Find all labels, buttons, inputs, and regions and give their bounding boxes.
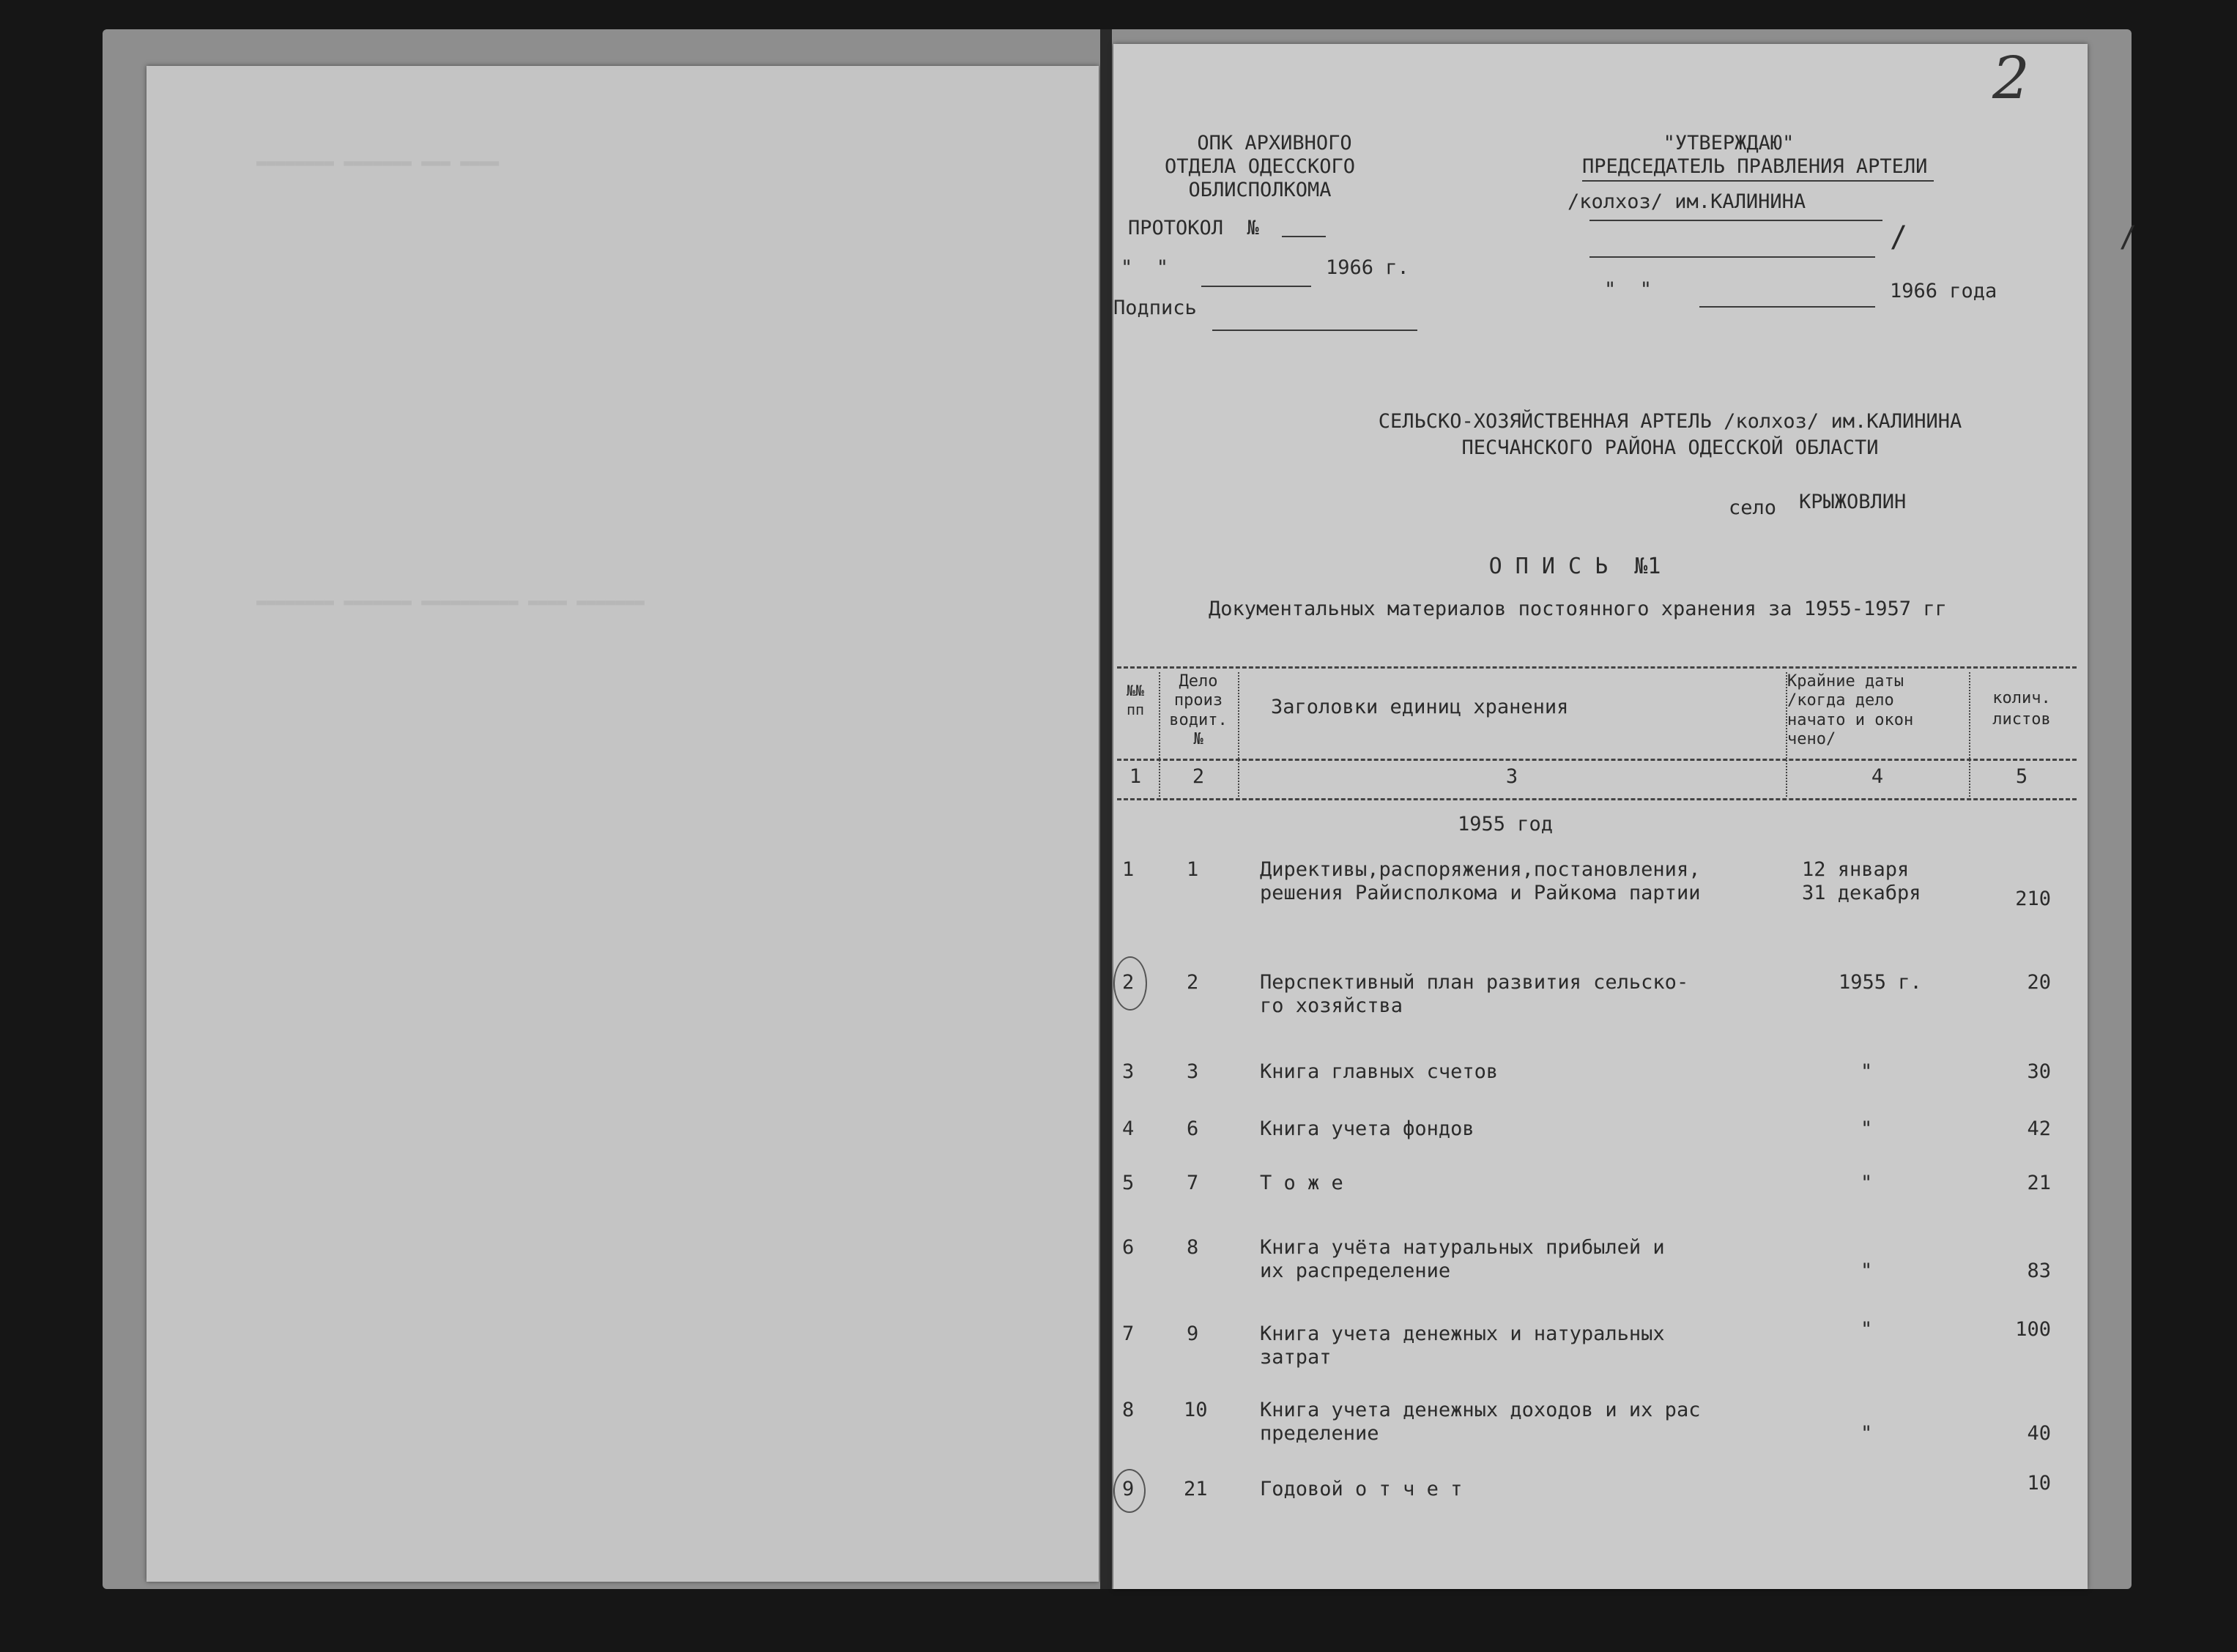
row-title: Перспективный план развития сельско- го хозяйства: [1260, 971, 1689, 1018]
row-delo: 1: [1187, 858, 1199, 881]
row-number: 3: [1122, 1060, 1135, 1083]
row-delo: 2: [1187, 971, 1199, 994]
row-title: Книга учета фондов: [1260, 1117, 1474, 1140]
page-number-handwritten: 2: [1992, 44, 2030, 112]
row-dates: 1955 г.: [1839, 971, 1922, 994]
header-col-4: Крайние даты /когда дело начато и окон чено/: [1787, 672, 1914, 749]
archive-line-3: ОБЛИСПОЛКОМА: [1188, 179, 1332, 201]
row-title: Т о ж е: [1260, 1172, 1343, 1194]
header-col-5: колич. листов: [1992, 689, 2051, 729]
kolkhoz-label: /колхоз/ им.КАЛИНИНА: [1568, 190, 1806, 213]
bleed-through-text: ▬▬▬▬▬▬▬ ▬▬▬▬ ▬▬▬▬▬▬▬▬▬▬ ▬▬▬▬▬▬▬ ▬▬▬▬▬▬▬▬: [256, 593, 645, 611]
right-page: [1113, 44, 2137, 1589]
row-title: Книга учёта натуральных прибылей и их распределение: [1260, 1236, 1665, 1283]
col-number-2: 2: [1192, 765, 1205, 788]
col-number-5: 5: [2015, 765, 2028, 788]
opis-heading: О П И С Ь №1: [1488, 554, 1661, 579]
left-page: [146, 66, 1099, 1582]
row-dates: ": [1861, 1318, 1873, 1341]
row-sheets: 100: [2015, 1318, 2051, 1341]
row-dates: 12 января 31 декабря: [1802, 858, 1921, 905]
right-date-year: 1966 года: [1890, 280, 1997, 302]
opis-subtitle: Документальных материалов постоянного хранения за 1955-1957 гг: [1209, 598, 1947, 620]
row-delo: 3: [1187, 1060, 1199, 1083]
right-date-line: [1699, 306, 1875, 308]
right-date-quotes: " ": [1604, 278, 1652, 301]
row-number: 8: [1122, 1399, 1135, 1421]
village-name: КРЫЖОВЛИН: [1799, 491, 1907, 513]
table-columns-rule: [1117, 798, 2077, 800]
col-number-3: 3: [1505, 765, 1518, 788]
left-date-line: [1201, 286, 1311, 287]
protocol-number-line: [1282, 236, 1326, 237]
year-heading: 1955 год: [1458, 813, 1554, 836]
row-title: Книга учета денежных доходов и их рас пределение: [1260, 1399, 1701, 1446]
book-spine: [1100, 29, 1112, 1589]
row-delo: 7: [1187, 1172, 1199, 1194]
row-number: 5: [1122, 1172, 1135, 1194]
row-sheets: 210: [2015, 888, 2051, 910]
row-number: 2: [1122, 971, 1135, 994]
table-top-rule: [1117, 666, 2077, 669]
approve-label: "УТВЕРЖДАЮ": [1663, 132, 1795, 155]
village-label: село: [1729, 496, 1777, 519]
table-header-rule: [1117, 759, 2077, 761]
row-sheets: 30: [2027, 1060, 2051, 1083]
row-title: Книга главных счетов: [1260, 1060, 1499, 1083]
col-number-4: 4: [1871, 765, 1884, 788]
header-col-2: Дело произ водит. №: [1169, 672, 1228, 749]
row-dates: ": [1861, 1260, 1873, 1282]
row-title: Годовой о т ч е т: [1260, 1478, 1463, 1500]
row-number: 1: [1122, 858, 1135, 881]
row-dates: ": [1861, 1117, 1873, 1140]
left-date-quotes: " ": [1121, 256, 1169, 279]
row-title: Директивы,распоряжения,постановления, решения Райисполкома и Райкома партии: [1260, 858, 1701, 905]
row-delo: 8: [1187, 1236, 1199, 1259]
signature-line: [1212, 330, 1417, 331]
row-number: 6: [1122, 1236, 1135, 1259]
signature-label: Подпись: [1113, 297, 1197, 319]
row-number: 9: [1122, 1478, 1135, 1500]
row-delo: 21: [1184, 1478, 1208, 1500]
row-sheets: 20: [2027, 971, 2051, 994]
archive-line-1: ОПК АРХИВНОГО: [1197, 132, 1352, 155]
district-title: ПЕСЧАНСКОГО РАЙОНА ОДЕССКОЙ ОБЛАСТИ: [1461, 436, 1879, 459]
col-number-1: 1: [1129, 765, 1142, 788]
approver-slashes: / /: [1890, 220, 2137, 254]
row-dates: ": [1861, 1060, 1873, 1083]
row-sheets: 42: [2027, 1117, 2051, 1140]
row-number: 7: [1122, 1322, 1135, 1345]
chairman-label: ПРЕДСЕДАТЕЛЬ ПРАВЛЕНИЯ АРТЕЛИ: [1582, 155, 1928, 178]
row-title: Книга учета денежных и натуральных затрат: [1260, 1322, 1665, 1369]
bleed-through-text: ▬▬▬▬ ▬▬▬ ▬▬▬▬▬▬▬ ▬▬▬▬▬▬▬▬: [256, 154, 500, 172]
chairman-underline: [1582, 180, 1934, 182]
row-delo: 10: [1184, 1399, 1208, 1421]
left-date-year: 1966 г.: [1326, 256, 1409, 279]
row-sheets: 40: [2027, 1422, 2051, 1445]
approver-name-line: [1589, 220, 1882, 221]
row-sheets: 83: [2027, 1260, 2051, 1282]
protocol-label: ПРОТОКОЛ №: [1128, 217, 1259, 239]
row-sheets: 21: [2027, 1172, 2051, 1194]
row-delo: 6: [1187, 1117, 1199, 1140]
row-dates: ": [1861, 1172, 1873, 1194]
row-delo: 9: [1187, 1322, 1199, 1345]
archive-line-2: ОТДЕЛА ОДЕССКОГО: [1164, 155, 1356, 178]
row-sheets: 10: [2027, 1472, 2051, 1495]
row-dates: ": [1861, 1422, 1873, 1445]
header-col-1: №№ пп: [1126, 682, 1145, 718]
approver-signature-line: [1589, 256, 1875, 258]
artel-title: СЕЛЬСКО-ХОЗЯЙСТВЕННАЯ АРТЕЛЬ /колхоз/ им.КАЛИНИНА: [1378, 410, 1962, 433]
row-number: 4: [1122, 1117, 1135, 1140]
header-col-3: Заголовки единиц хранения: [1271, 696, 1569, 718]
